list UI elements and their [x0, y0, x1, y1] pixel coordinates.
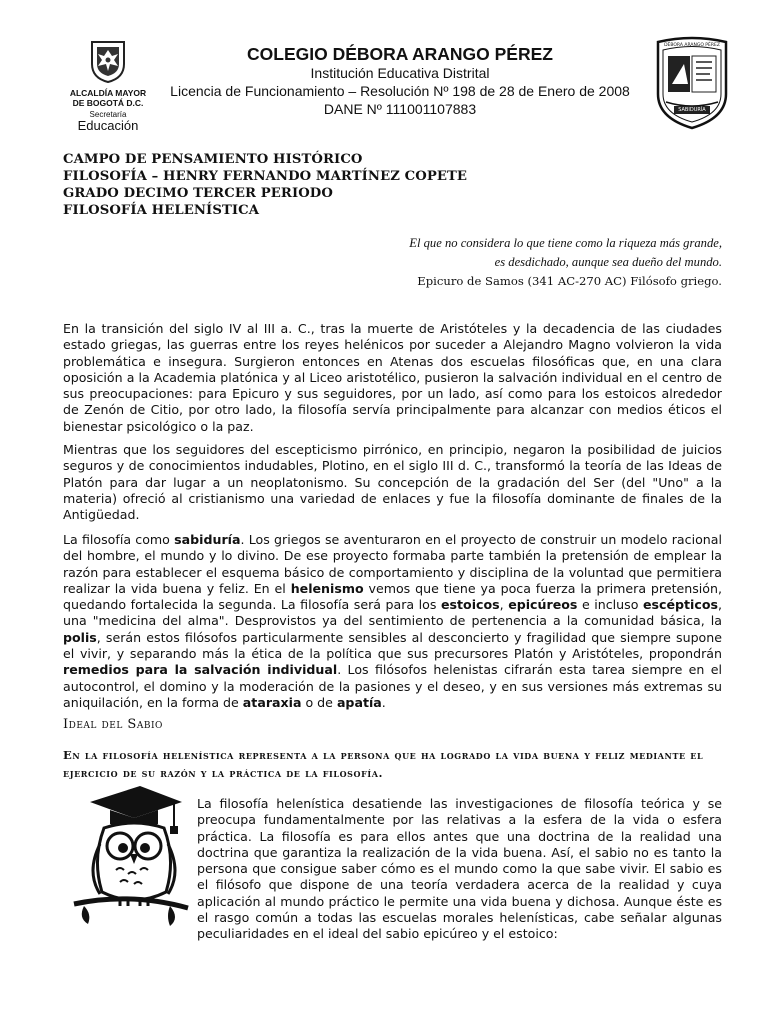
paragraph-3 [63, 532, 722, 711]
bogota-logo [62, 38, 154, 138]
dane-line: DANE Nº 111001107883 [323, 101, 477, 117]
section-heading: Ideal del Sabio [63, 717, 163, 732]
campo-line2: FILOSOFÍA – HENRY FERNANDO MARTÍNEZ COPETE [63, 169, 468, 184]
p3-s3: vemos que tiene ya poca fuerza la primera pretensión, quedando fortalecida la segunda. La filosofía será para los [63, 580, 722, 613]
owl-illustration [70, 780, 190, 930]
p3-b7: remedios para la salvación individual [63, 662, 338, 678]
license-line: Licencia de Funcionamiento – Resolución Nº 198 de 28 de Enero de 2008 [170, 83, 630, 99]
logo-left-line4: Educación [77, 118, 139, 133]
p3-b6: polis [63, 629, 97, 645]
owl-graduate-icon [70, 780, 190, 930]
p3-s10: . [381, 694, 386, 710]
quote-author: Epicuro de Samos (341 AC-270 AC) Filósofo griego. [417, 274, 722, 288]
campo-line1: CAMPO DE PENSAMIENTO HISTÓRICO [63, 152, 363, 167]
coat-of-arms-icon [88, 38, 128, 84]
p3-b9: apatía [336, 694, 382, 710]
paragraph-1: En la transición del siglo IV al III a. C., tras la muerte de Aristóteles y la decadencia de las ciudades estado griegas, las guerras entre los reyes helénicos por suceder a Alejandro Magno volvieron la vida problemática e insegura. Surgieron entonces en Atenas dos escuelas filosóficas que, en una clara oposición a la Academia platónica y al Liceo aristotélico, pusieron la salvación individual en el centro de sus preocupaciones: para Epicuro y sus seguidores, por un lado, así como para los estoicos alrededor de Zenón de Citio, por otro lado, la filosofía servía principalmente para alcanzar con medios éticos el bienestar psicológico o la paz. [63, 321, 722, 434]
p3-s7: , serán estos filósofos particularmente sensibles al desconcierto y fragilidad que siempre supone el vivir, y separando más la ética de la política que sus precursores Platón y Aristóteles, propondrán [63, 629, 722, 662]
quote-line1: El que no considera lo que tiene como la riqueza más grande, [409, 236, 722, 250]
p3-s6: , una "medicina del alma". Desprovistos ya del sentimiento de pertenencia a la comunidad básica, la [63, 597, 722, 629]
p3-s1: La filosofía como [63, 532, 175, 547]
p3-b1: sabiduría [174, 532, 241, 547]
epigraph-quote [300, 234, 722, 291]
campo-line4: FILOSOFÍA HELENÍSTICA [63, 203, 260, 218]
crest-top-text: DÉBORA ARANGO PÉREZ [664, 43, 720, 48]
paragraph-4: La filosofía helenística desatiende las investigaciones de filosofía teórica y se preocupa fundamentalmente por las relativas a la esfera de la vida o esfera práctica. La filosofía es para ellos antes que una doctrina de la realidad una doctrina que garantiza la realización de la vida buena. Así, el sabio no es tanto la persona que consigue saber cómo es el mundo como la que sabe vivir. El sabio es el filósofo que dispone de una teoría verdadera acerca de la realidad y cuya aplicación al mundo práctico le permite una vida buena y dichosa. Aunque éste es el rasgo común a todas las escuelas morales helenísticas, cabe señalar algunas peculiaridades en el ideal del sabio epicúreo y el estoico: [197, 796, 722, 942]
p3-b5: escépticos [642, 597, 718, 613]
school-subtitle: Institución Educativa Distrital [310, 65, 490, 81]
campo-line3: GRADO DECIMO TERCER PERIODO [63, 186, 333, 201]
school-title: COLEGIO DÉBORA ARANGO PÉREZ [247, 44, 553, 64]
p3-b8: ataraxia [242, 694, 302, 710]
logo-left-line1: ALCALDÍA MAYOR [69, 88, 147, 98]
p3-b4: epicúreos [508, 597, 578, 613]
logo-left-line3: Secretaría [89, 110, 127, 119]
p3-s8: . Los filósofos helenistas cifrarán esta tarea siempre en el autocontrol, el domino y la moderación de la pasiones y el deseo, y en sus versiones más extremas su aniquilación, en la forma de [63, 662, 722, 710]
p3-b2: helenismo [290, 580, 364, 596]
p3-b3: estoicos [440, 597, 500, 613]
p3-s9: o de [301, 694, 337, 710]
logo-left-line2: DE BOGOTÁ D.C. [72, 98, 144, 108]
school-crest [654, 36, 730, 132]
p3-s2: . Los griegos se aventuraron en el proyecto de construir un modelo racional del hombre, el mundo y lo divino. De ese proyecto formaba parte también la pretensión de emplear la razón para establecer el esquema básico de comportamiento y disciplina de la voluntad que permitiera realizar la vida buena y feliz. En el [63, 532, 722, 596]
quote-line2: es desdichado, aunque sea dueño del mundo. [494, 255, 722, 269]
course-info [63, 151, 583, 219]
p3-s5: e incluso [577, 597, 643, 613]
section-intro: En la filosofía helenística representa a la persona que ha logrado la vida buena y feliz mediante el ejercicio de su razón y la práctica de la filosofía. [63, 748, 704, 780]
p3-s4: , [499, 597, 509, 613]
school-header [160, 44, 640, 118]
crest-motto: SABIDURÍA [678, 107, 706, 113]
school-crest-icon [654, 36, 730, 132]
paragraph-2: Mientras que los seguidores del escepticismo pirrónico, en principio, negaron la posibilidad de juicios seguros y de conocimientos indudables, Plotino, en el siglo III d. C., transformó la teoría de las Ideas de Platón para dar lugar a un neoplatonismo. Su concepción de la gradación del Ser (del "Uno" a la materia) ofreció al cristianismo una variedad de enlaces y fue la filosofía dominante de finales de la Antigüedad. [63, 442, 722, 523]
